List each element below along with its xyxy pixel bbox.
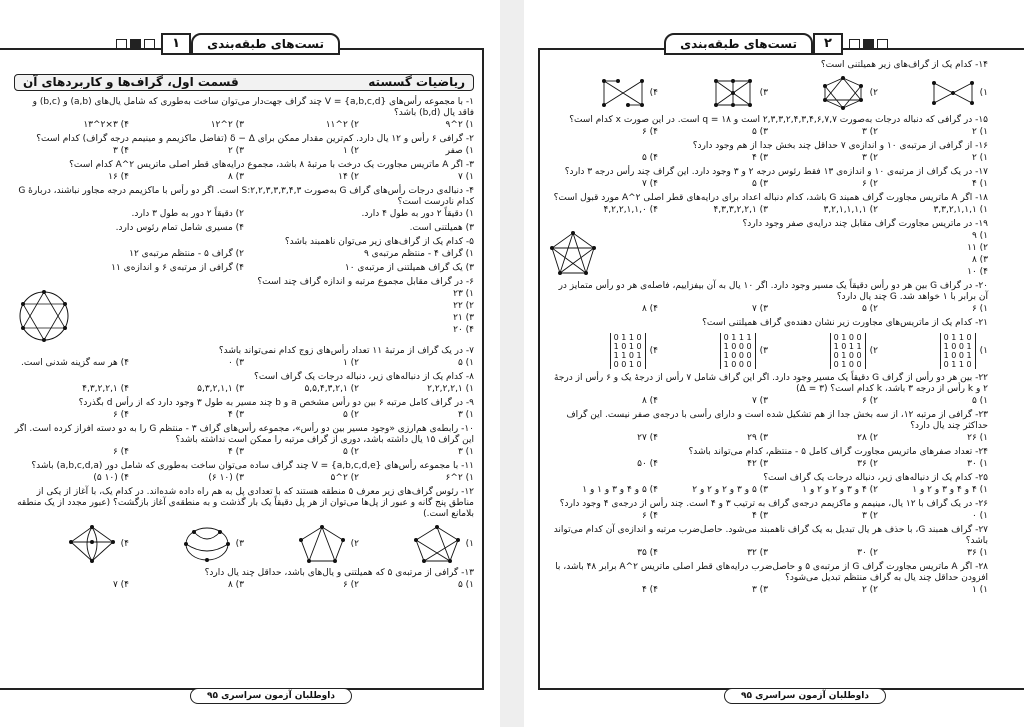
options	[548, 585, 988, 596]
bridge-graph-1	[412, 524, 462, 564]
option: ۲) گراف ۵ - منتظم مرتبه‌ی ۱۲	[129, 249, 244, 259]
option: ۱) ۴ و ۴ و ۳ و ۲ و ۱	[912, 485, 988, 495]
option: ۴) ۳	[112, 146, 129, 156]
option: ۱) صفر	[445, 146, 474, 156]
option: ۳)	[759, 345, 768, 356]
question-22	[548, 373, 988, 407]
option: ۴) ۸	[641, 396, 658, 406]
question-14	[548, 60, 988, 111]
question-3	[14, 160, 474, 183]
option: ۳) (۱۰ ۶)	[208, 473, 244, 483]
option: ۳) ۸	[227, 580, 244, 590]
question-text: ۴- دنباله‌ی درجات رأس‌های گراف G به‌صورت S:۲,۲,۳,۳,۳,۴,۳ است. اگر دو رأس با ماکزیمم درجه مجاور نباشند، دربارهٔ G کدام نادرست است؟	[18, 186, 474, 207]
option: ۴) ۲۰	[453, 325, 474, 335]
options	[14, 358, 474, 369]
question-21	[548, 318, 988, 369]
option: ۳) ۴	[227, 410, 244, 420]
section-heading	[14, 74, 474, 91]
options	[14, 172, 474, 183]
question-28	[548, 562, 988, 596]
question-text: ۲۶- در یک گراف با ۱۲ یال، مینیمم و ماکزیمم درجه‌ی گراف به ترتیب ۳ و ۴ است. چند رأس از درجه‌ی ۴ وجود دارد؟	[559, 499, 988, 509]
option: ۴) ۶	[112, 447, 129, 457]
option: ۲) ۳	[861, 127, 878, 137]
options	[548, 433, 988, 444]
question-text: ۲۰- در گراف G بین هر دو رأس دقیقاً یک مسیر وجود دارد. اگر ۱۰ یال به آن بیفزاییم، فاصله‌ی هر دو رأس متمایز در آن برابر با ۱ خواهد شد. G چند یال دارد؟	[558, 281, 988, 302]
options	[14, 249, 474, 260]
option: ۱) ۶	[971, 304, 988, 314]
question-text: ۱۲- رئوس گراف‌های زیر معرف ۵ منطقه هستند که با تعدادی پل به هم راه داده شده‌اند. در کدام یک، با آغاز از یکی از مناطق پنج گانه و عبور از پل‌ها می‌توان از هر پل دقیقاً یک بار گذشت و به منطقه‌ی آغاز بازگشت؟ (عبور مجدد از یک منطقه بلامانع است.)	[17, 487, 474, 519]
option: ۳) ۴	[751, 511, 768, 521]
question-text: ۸- کدام یک از دنباله‌های زیر، دنباله درجات یک گراف است؟	[254, 372, 474, 382]
question-19	[548, 219, 988, 279]
options	[548, 459, 988, 470]
option: ۱)	[979, 87, 988, 98]
option: ۴)	[649, 87, 658, 98]
question-27	[548, 525, 988, 559]
hamilton-graph-3	[710, 75, 756, 111]
question-text: ۲۷- گراف همبند G، با حذف هر یال تبدیل به یک گراف ناهمبند می‌شود. حاصل‌ضرب مرتبه و اندازه‌ی آن کدام می‌تواند باشد؟	[553, 525, 988, 546]
question-2	[14, 134, 474, 157]
option: ۴) ۷	[641, 179, 658, 189]
circle-graph-figure	[14, 288, 74, 344]
option: ۱) دقیقاً ۲ دور به طول ۴ دارد.	[361, 209, 474, 219]
option: ۳) ۴	[227, 447, 244, 457]
matrix-2: 0 1 0 0 1 0 1 1 0 1 0 0 0 1 0 0	[830, 333, 866, 369]
options	[548, 511, 988, 522]
options	[14, 473, 474, 484]
figure-options	[548, 75, 988, 111]
option: ۳) ۷	[751, 396, 768, 406]
options	[14, 580, 474, 591]
option: ۲)	[350, 538, 359, 549]
option: ۴) ۶	[641, 127, 658, 137]
option: ۳) یک گراف همیلتنی از مرتبه‌ی ۱۰	[344, 263, 474, 273]
option: ۲) ۳۰	[857, 548, 878, 558]
option: ۴) ۳۵	[637, 548, 658, 558]
option: ۱) ۳۰	[967, 459, 988, 469]
options	[928, 230, 988, 279]
options	[14, 223, 474, 234]
option: ۲) دقیقاً ۲ دور به طول ۳ دارد.	[131, 209, 244, 219]
option: ۲) ۱۱	[967, 243, 988, 253]
options	[14, 146, 474, 157]
option: ۴)	[649, 345, 658, 356]
question-text: ۱۶- از گرافی از مرتبه‌ی ۱۰ و اندازه‌ی ۷ حداقل چند بخش جدا از هم وجود دارد؟	[692, 141, 988, 151]
question-text: ۹- در گراف کامل مرتبه ۶ بین دو رأس مشخص a و b چند مسیر به طول ۳ وجود دارد که از رأس d بگذرد؟	[78, 398, 474, 408]
option: ۴)	[120, 538, 129, 549]
option: ۳) ۵	[751, 127, 768, 137]
question-9	[14, 398, 474, 421]
question-15	[548, 115, 988, 138]
question-text: ۲۵- کدام یک از دنباله‌های زیر، دنباله درجات یک گراف است؟	[763, 473, 988, 483]
option: ۴) ۳×۲^۱۳	[83, 120, 129, 130]
options	[14, 384, 474, 395]
option: ۳) ۴	[751, 153, 768, 163]
matrix-3: 0 1 1 1 1 0 0 0 1 0 0 0 1 0 0 0	[720, 333, 756, 369]
option: ۲) ۵	[342, 410, 359, 420]
option: ۲) ۱۴	[338, 172, 359, 182]
option: ۲) ۲^۵	[330, 473, 359, 483]
options	[14, 410, 474, 421]
option: ۳) همیلتنی است.	[409, 223, 474, 233]
option: ۲) ۲۸	[857, 433, 878, 443]
option: ۴) ۶	[112, 410, 129, 420]
option: ۳) ۳۲	[747, 548, 768, 558]
options	[14, 447, 474, 458]
page-1-header	[110, 33, 340, 55]
options	[548, 179, 988, 190]
option: ۱) ۲	[971, 153, 988, 163]
question-text: ۳- اگر A ماتریس مجاورت یک درخت با مرتبهٔ ۸ باشد، مجموع درایه‌های قطر اصلی ماتریس A^۲ کدام است؟	[69, 160, 474, 170]
option: ۳) ۳	[751, 585, 768, 595]
option: ۲) ۶	[861, 396, 878, 406]
option: ۴) گرافی از مرتبه‌ی ۶ و اندازه‌ی ۱۱	[111, 263, 244, 273]
option: ۱)	[979, 345, 988, 356]
option: ۱) ۳	[457, 410, 474, 420]
header-dots	[116, 39, 155, 49]
question-text: ۱- با مجموعه رأس‌های V = {a,b,c,d} چند گراف جهت‌دار می‌توان ساخت به‌طوری که شامل یال‌های (a,b) و (b,c) و فاقد یال (b,d) باشد؟	[32, 97, 474, 118]
option: ۲) ۳,۲,۱,۱,۱,۱	[823, 205, 878, 215]
option: ۴) ۴,۳,۲,۲,۱	[82, 384, 129, 394]
question-17	[548, 167, 988, 190]
option: ۲) ۵	[342, 447, 359, 457]
question-text: ۲- گرافی ۶ رأس و ۱۲ یال دارد. کم‌ترین مقدار ممکن برای δ − Δ (تفاضل ماکزیمم و مینیمم درجه گراف) کدام است؟	[36, 134, 474, 144]
option: ۳) ۸	[971, 255, 988, 265]
option: ۳) ۲۹	[747, 433, 768, 443]
question-11	[14, 461, 474, 484]
question-text: ۱۸- اگر A ماتریس مجاورت گراف همبند G باشد، کدام دنباله اعداد برای درایه‌های قطر اصلی A^۲ مورد قبول است؟	[553, 193, 988, 203]
option: ۱) ۳	[457, 447, 474, 457]
page-1	[0, 0, 500, 727]
page-2-footer: داوطلبان آزمون سراسری ۹۵	[724, 688, 886, 704]
header-title: تست‌های طبقه‌بندی	[664, 33, 813, 55]
option: ۳) ۷	[751, 304, 768, 314]
page-1-content	[14, 58, 474, 594]
option: ۳) ۲^۱۲	[210, 120, 244, 130]
option: ۱) ۱	[971, 585, 988, 595]
question-7	[14, 346, 474, 369]
option: ۲) ۶	[861, 179, 878, 189]
options	[548, 304, 988, 315]
option: ۲) ۲^۱۱	[325, 120, 359, 130]
question-12	[14, 487, 474, 564]
option: ۲) ۳	[861, 511, 878, 521]
option: ۱) ۲۶	[967, 433, 988, 443]
question-8	[14, 372, 474, 395]
question-18	[548, 193, 988, 216]
option: ۱) ۵	[457, 358, 474, 368]
question-text: ۲۱- کدام یک از ماتریس‌های مجاورت زیر نشان دهنده‌ی گراف همیلتنی است؟	[702, 318, 988, 328]
option: ۱) گراف ۴ - منتظم مرتبه‌ی ۹	[363, 249, 474, 259]
options	[354, 288, 474, 344]
option: ۱) ۵	[971, 396, 988, 406]
question-25	[548, 473, 988, 496]
question-text: ۱۵- در گرافی که دنباله درجات به‌صورت ۲,۳,۳,۲,۴,۳,۴,۶,۷,۷ است و q = ۱۸ است. در این صورت x کدام است؟	[569, 115, 988, 125]
option: ۱) ۳,۳,۲,۱,۱,۱	[933, 205, 988, 215]
question-16	[548, 141, 988, 164]
question-6	[14, 277, 474, 344]
options	[548, 205, 988, 216]
option: ۴) ۱۰	[967, 267, 988, 277]
header-dots	[849, 39, 888, 49]
option: ۱) ۷	[457, 172, 474, 182]
option: ۴) ۱۶	[108, 172, 129, 182]
bridge-graph-4	[67, 524, 117, 564]
question-1	[14, 97, 474, 131]
option: ۱)	[465, 538, 474, 549]
option: ۱) ۲,۲,۲,۲,۱	[427, 384, 474, 394]
page-2-content	[548, 58, 988, 599]
option: ۲) ۱	[342, 146, 359, 156]
option: ۲) ۵	[861, 304, 878, 314]
option: ۳) ۴,۳,۳,۲,۲,۱	[713, 205, 768, 215]
option: ۱) ۵	[457, 580, 474, 590]
section-title-right: ریاضیات گسسته	[368, 75, 465, 89]
header-title: تست‌های طبقه‌بندی	[191, 33, 340, 55]
question-text: ۲۲- بین هر دو رأس از گراف G دقیقاً یک مسیر وجود دارد. اگر این گراف شامل ۷ رأس از درجهٔ یک و ۶ رأس از درجهٔ ۲ و k رأس از درجه ۳ باشد، k کدام است؟ (Δ = ۳)	[554, 373, 988, 394]
option: ۴) ۴	[641, 585, 658, 595]
options	[548, 396, 988, 407]
question-26	[548, 499, 988, 522]
question-text: ۱۹- در ماتریس مجاورت گراف مقابل چند درایه‌ی صفر وجود دارد؟	[742, 219, 988, 229]
option: ۳) ۵	[751, 179, 768, 189]
option: ۳)	[759, 87, 768, 98]
option: ۳) ۲	[227, 146, 244, 156]
option: ۲) ۶	[342, 580, 359, 590]
option: ۲) ۲	[861, 585, 878, 595]
option: ۲) ۳	[861, 153, 878, 163]
question-text: ۱۳- گرافی از مرتبه‌ی ۵ که همیلتنی و یال‌های باشد، حداقل چند یال دارد؟	[204, 568, 474, 578]
question-text: ۲۳- گرافی از مرتبه ۱۲، از سه بخش جدا از هم تشکیل شده است و دارای رأسی با درجه‌ی صفر نیست. این گراف حداکثر چند یال دارد؟	[566, 410, 988, 431]
question-20	[548, 281, 988, 315]
option: ۲)	[869, 87, 878, 98]
page-2-header	[664, 33, 894, 55]
question-text: ۲۴- تعداد صفرهای ماتریس مجاورت گراف کامل ۵ - منتظم، کدام می‌تواند باشد؟	[688, 447, 988, 457]
option: ۱) ۲^۶	[445, 473, 474, 483]
option: ۴) (۱۰ ۵)	[93, 473, 129, 483]
hamilton-graph-2	[820, 75, 866, 111]
option: ۴) مسیری شامل تمام رئوس دارد.	[115, 223, 244, 233]
page-number: ۲	[813, 33, 843, 55]
star-graph-figure	[548, 230, 598, 276]
figure-options	[14, 524, 474, 564]
options	[14, 263, 474, 274]
options	[14, 209, 474, 220]
matrix-1: 0 1 1 0 1 0 0 1 1 0 0 1 0 1 1 0	[940, 333, 976, 369]
option: ۱) ۴	[971, 179, 988, 189]
option: ۲)	[869, 345, 878, 356]
option: ۴) ۴,۲,۲,۱,۱,۰	[603, 205, 658, 215]
matrix-options	[548, 333, 988, 369]
option: ۱) ۲۳	[453, 289, 474, 299]
section-title-left: قسمت اول، گراف‌ها و کاربردهای آن	[23, 75, 239, 89]
options	[548, 548, 988, 559]
option: ۳) ۲۱	[453, 313, 474, 323]
option: ۴) ۷	[112, 580, 129, 590]
option: ۴) ۸	[641, 304, 658, 314]
question-text: ۱۰- رابطه‌ی هم‌ارزی «وجود مسیر بین دو رأس»، مجموعه رأس‌های گراف ۳ - منتظم G را به دو دسته افراز کرده است. اگر این گراف ۱۵ یال داشته باشد، دوری از گراف مرتبه را ممکن است نداشته باشد؟	[14, 424, 474, 445]
page-gutter	[500, 0, 524, 727]
question-text: ۲۸- اگر A ماتریس مجاورت گراف G از مرتبه‌ی ۵ و حاصل‌ضرب درایه‌های قطر اصلی ماتریس A^۲ برابر ۴۸ باشد، با افزودن حداقل چند یال به گراف منتظم تبدیل می‌شود؟	[555, 562, 988, 583]
options	[548, 153, 988, 164]
question-23	[548, 410, 988, 444]
question-24	[548, 447, 988, 470]
option: ۲) ۵,۵,۴,۳,۲,۱	[304, 384, 359, 394]
options	[548, 127, 988, 138]
question-4	[14, 186, 474, 234]
hamilton-graph-1	[930, 75, 976, 111]
option: ۴) ۵	[641, 153, 658, 163]
option: ۲) ۳۶	[857, 459, 878, 469]
option: ۴) ۵۰	[637, 459, 658, 469]
option: ۳) ۴۲	[747, 459, 768, 469]
question-text: ۶- در گراف مقابل مجموع مرتبه و اندازه گراف چند است؟	[257, 277, 474, 287]
question-text: ۵- کدام یک از گراف‌های زیر می‌توان ناهمبند باشد؟	[284, 237, 474, 247]
question-text: ۱۷- در یک گراف از مرتبه‌ی ۱۰ و اندازه‌ی ۱۳ فقط رئوس درجه ۲ و ۳ وجود دارد. این گراف چند رأس درجه ۳ دارد؟	[564, 167, 988, 177]
question-text: ۷- در یک گراف از مرتبهٔ ۱۱ تعداد رأس‌های زوج کدام نمی‌تواند باشد؟	[218, 346, 474, 356]
option: ۱) ۹	[971, 231, 988, 241]
option: ۳)	[235, 538, 244, 549]
option: ۲) ۴ و ۳ و ۲ و ۲ و ۱	[802, 485, 878, 495]
options	[14, 120, 474, 131]
page-number: ۱	[161, 33, 191, 55]
option: ۴) ۵ و ۴ و ۳ و ۱ و ۱	[582, 485, 658, 495]
page-1-footer: داوطلبان آزمون سراسری ۹۵	[190, 688, 352, 704]
option: ۱) ۲^۹	[445, 120, 474, 130]
option: ۲) ۱	[342, 358, 359, 368]
question-text: ۱۴- کدام یک از گراف‌های زیر همیلتنی است؟	[820, 60, 988, 70]
option: ۱) ۳۶	[967, 548, 988, 558]
option: ۳) ۵ و ۳ و ۲ و ۲ و ۲	[692, 485, 768, 495]
question-text: ۱۱- با مجموعه رأس‌های V = {a,b,c,d,e} چند گراف ساده می‌توان ساخت به‌طوری که شامل دور (a,b,c,d,a) باشد؟	[31, 461, 474, 471]
option: ۳) ۰	[227, 358, 244, 368]
bridge-graph-2	[297, 524, 347, 564]
matrix-4: 0 1 1 0 1 0 1 0 1 1 0 1 0 0 1 0	[610, 333, 646, 369]
option: ۴) ۶	[641, 511, 658, 521]
bridge-graph-3	[182, 524, 232, 564]
question-5	[14, 237, 474, 274]
question-13	[14, 568, 474, 591]
option: ۲) ۲۲	[453, 301, 474, 311]
question-10	[14, 424, 474, 458]
option: ۴) هر سه گزینه شدنی است.	[20, 358, 129, 368]
option: ۱) ۰	[971, 511, 988, 521]
option: ۱) ۲	[971, 127, 988, 137]
hamilton-graph-4	[600, 75, 646, 111]
option: ۴) ۲۷	[637, 433, 658, 443]
options	[548, 485, 988, 496]
option: ۳) ۵,۳,۲,۱,۱	[197, 384, 244, 394]
option: ۳) ۸	[227, 172, 244, 182]
